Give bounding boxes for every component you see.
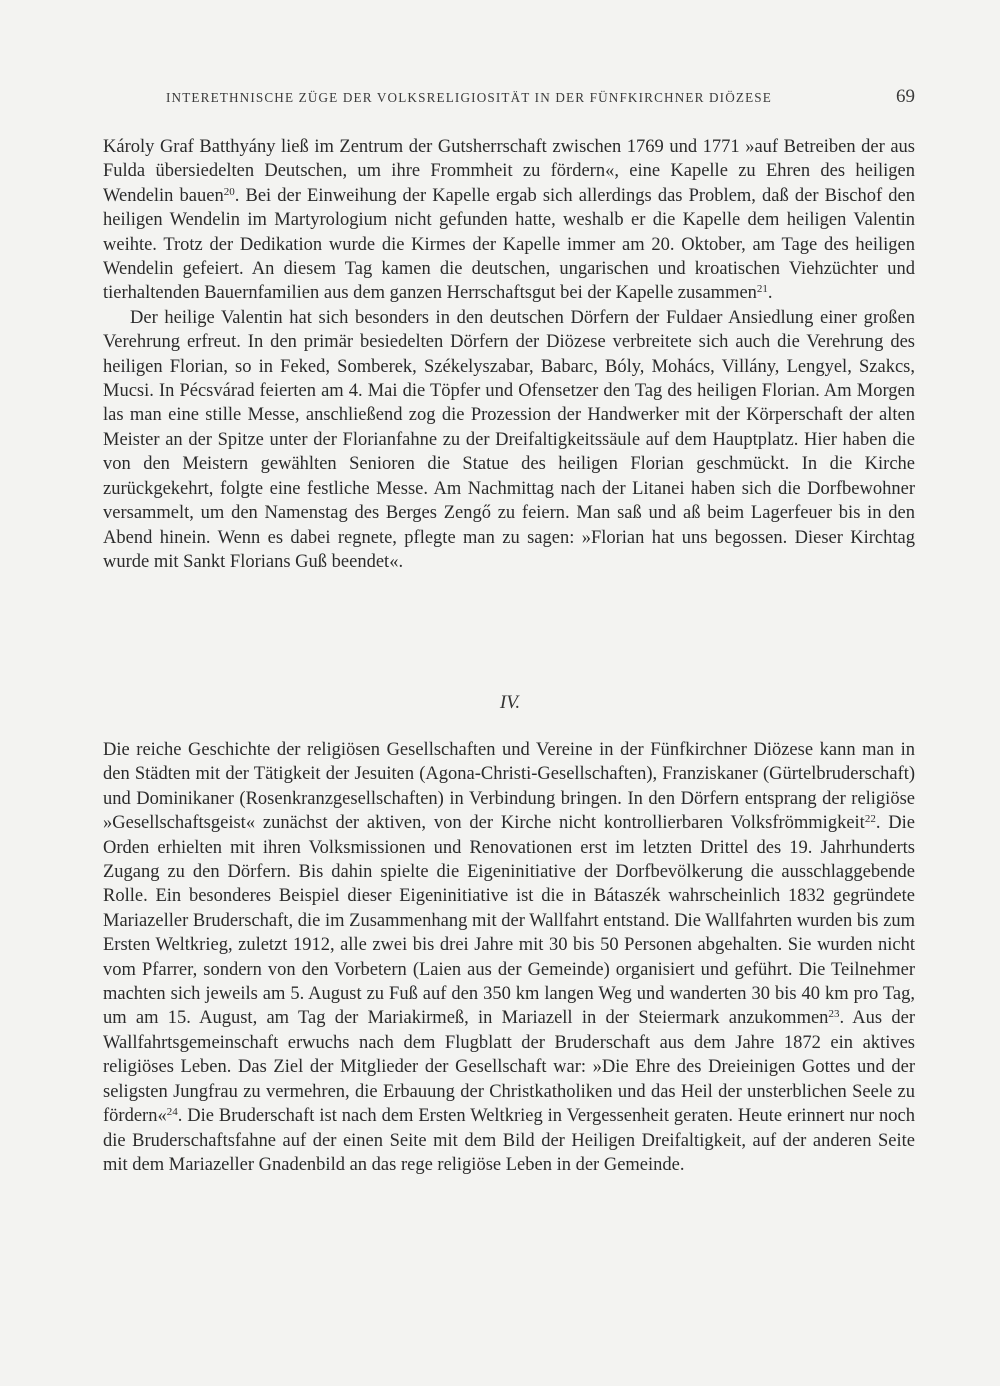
text-run: Károly Graf Batthyány ließ im Zentrum der Gutsherrschaft zwischen 1769 und 1771 »auf Betreiben der aus Fulda übersiedelten Deutschen, um ihre Frommheit zu fördern«, eine Kapelle zu Ehren des heiligen Wendelin bauen — [103, 137, 915, 206]
text-run: . Bei der Einweihung der Kapelle ergab sich allerdings das Problem, daß der Bischof den heiligen Wendelin im Martyrologium nicht gefunden hatte, weshalb er die Kapelle dem heiligen Valentin weihte. Trotz der Dedikation wurde die Kirmes der Kapelle immer am 20. Oktober, am Tage des heiligen Wendelin gefeiert. An diesem Tag kamen die deutschen, ungarischen und kroatischen Viehzüchter und tierhaltenden Bauernfamilien aus dem ganzen Herrschaftsgut bei der Kapelle zusammen — [103, 185, 915, 304]
footnote-marker: 23 — [828, 1008, 840, 1021]
text-run: Der heilige Valentin hat sich besonders in den deutschen Dörfern der Fuldaer Ansiedlung einer großen Verehrung erfreut. In den primär besiedelten Dörfern der Diözese verbreitete sich auch die Verehrung des heiligen Florian, so in Feked, Somberek, Székelyszabar, Babarc, Bóly, Mohács, Villány, Lengyel, Szakcs, Mucsi. In Pécsvárad feierten am 4. Mai die Töpfer und Ofensetzer den Tag des heiligen Florian. Am Morgen las man eine stille Messe, anschließend zog die Prozession der Handwerker mit der Körperschaft der alten Meister an der Spitze unter der Florianfahne zu der Dreifaltigkeitssäule auf dem Hauptplatz. Hier haben die von den Meistern gewählten Senioren die Statue des heiligen Florian geschmückt. In die Kirche zurückgekehrt, folgte eine festliche Messe. Am Nachmittag nach der Litanei haben sich die Dorfbewohner versammelt, um den Namenstag des Berges Zengő zu feiern. Man saß und aß beim Lagerfeuer bis in den Abend hinein. Wenn es dabei regnete, pflegte man zu sagen: »Florian hat uns begossen. Dieser Kirchtag wurde mit Sankt Florians Guß beendet«. — [103, 307, 915, 572]
running-title: INTERETHNISCHE ZÜGE DER VOLKSRELIGIOSITÄT IN DER FÜNFKIRCHNER DIÖZESE — [166, 90, 772, 105]
section-2-text — [103, 738, 915, 1177]
text-run: . Aus der Wallfahrtsgemeinschaft erwuchs nach dem Flugblatt der Bruderschaft aus dem Jahre 1872 ein aktives religiöses Leben. Das Ziel der Mitglieder der Gesellschaft war: »Die Ehre des Dreieinigen Gottes und der seligsten Jungfrau zu vermehren, die Erbauung der Christkatholiken und das Heil der unsterblichen Seele zu fördern« — [103, 1008, 915, 1127]
text-run: Die reiche Geschichte der religiösen Gesellschaften und Vereine in der Fünfkirchner Diözese kann man in den Städten mit der Tätigkeit der Jesuiten (Agona-Christi-Gesellschaften), Franziskaner (Gürtelbruderschaft) und Dominikaner (Rosenkranzgesellschaften) in Verbindung bringen. In den Dörfern entsprang der religiöse »Gesellschaftsgeist« zunächst der aktiven, von der Kirche nicht kontrollierbaren Volksfrömmigkeit — [103, 740, 915, 834]
footnote-marker: 24 — [166, 1106, 178, 1119]
paragraph — [103, 306, 915, 574]
section-heading: IV. — [499, 692, 521, 713]
text-run: . — [767, 283, 773, 304]
section-1-text — [103, 135, 915, 574]
paragraph — [103, 135, 915, 306]
running-head — [103, 86, 915, 112]
footnote-marker: 22 — [864, 813, 876, 826]
footnote-marker: 20 — [223, 185, 235, 198]
paragraph — [103, 738, 915, 1177]
page-number: 69 — [896, 86, 915, 107]
text-run: . Die Bruderschaft ist nach dem Ersten Weltkrieg in Vergessenheit geraten. Heute erinnert nur noch die Bruderschaftsfahne auf der einen Seite mit dem Bild der Heiligen Dreifaltigkeit, auf der anderen Seite mit dem Mariazeller Gnadenbild an das rege religiöse Leben in der Gemeinde. — [103, 1106, 915, 1175]
text-run: . Die Orden erhielten mit ihren Volksmissionen und Renovationen erst im letzten Drittel des 19. Jahrhunderts Zugang zu den Dörfern. Bis dahin spielte die Eigeninitiative der Dorfbevölkerung die ausschlaggebende Rolle. Ein besonderes Beispiel dieser Eigeninitiative ist die in Bátaszék wahrscheinlich 1832 gegründete Mariazeller Bruderschaft, die im Zusammenhang mit der Wallfahrt entstand. Die Wallfahrten wurden bis zum Ersten Weltkrieg, zuletzt 1912, alle zwei bis drei Jahre mit 30 bis 50 Personen abgehalten. Sie wurden nicht vom Pfarrer, sondern von den Vorbetern (Laien aus der Gemeinde) organisiert und geführt. Die Teilnehmer machten sich jeweils am 5. August zu Fuß auf den 350 km langen Weg und wanderten 30 bis 40 km pro Tag, um am 15. August, am Tag der Mariakirmeß, in Mariazell in der Steiermark anzukommen — [103, 813, 915, 1029]
footnote-marker: 21 — [756, 283, 768, 296]
